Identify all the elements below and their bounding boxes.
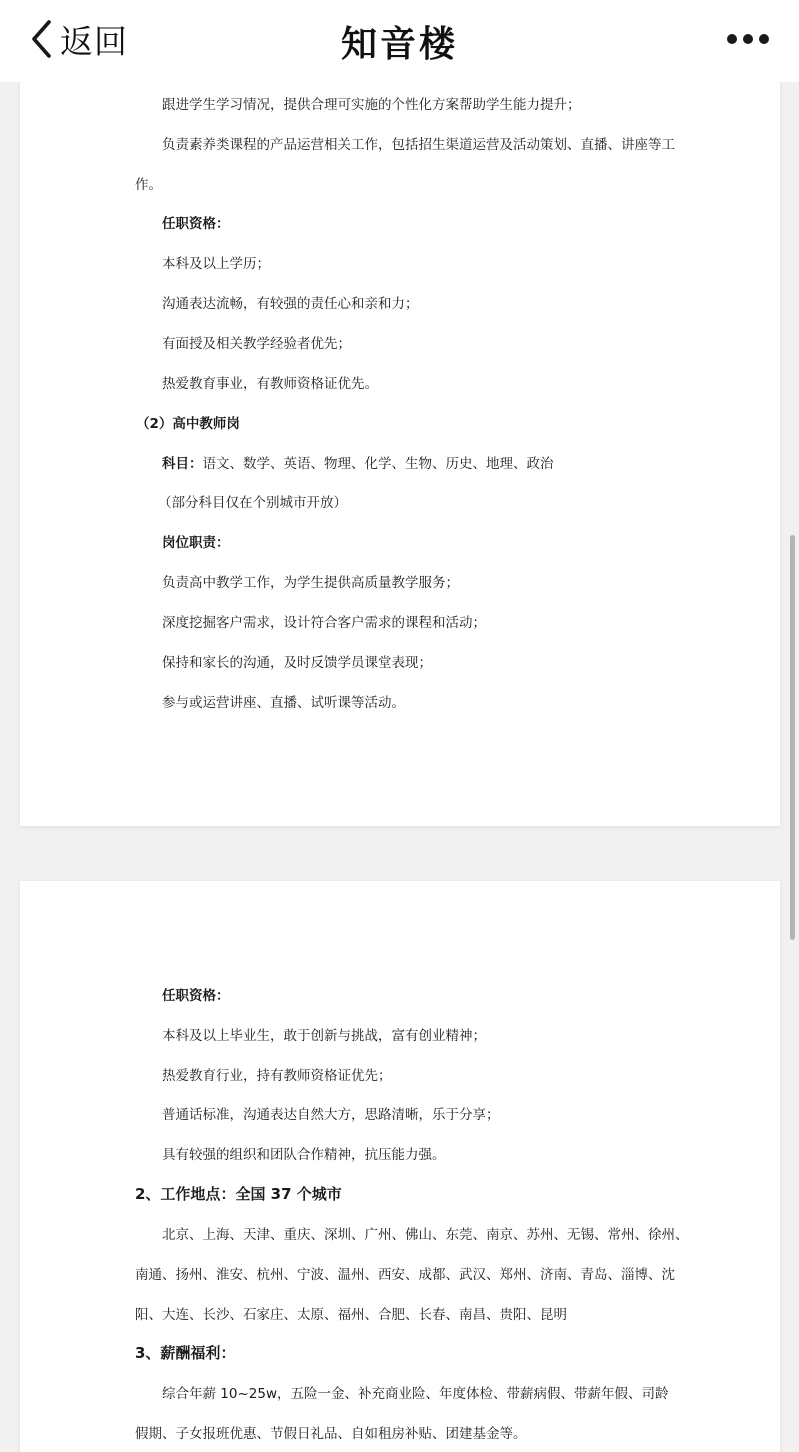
- more-dot-icon: [743, 34, 753, 44]
- paragraph-line: 具有较强的组织和团队合作精神，抗压能力强。: [162, 1147, 446, 1163]
- more-dot-icon: [759, 34, 769, 44]
- section-heading: 岗位职责：: [162, 535, 230, 551]
- paragraph-line: （部分科目仅在个别城市开放）: [158, 495, 347, 511]
- paragraph-line: [162, 452, 554, 472]
- document-page: [20, 881, 780, 1452]
- top-navigation-bar: [0, 0, 799, 82]
- paragraph-line: 阳、大连、长沙、石家庄、太原、福州、合肥、长春、南昌、贵阳、昆明: [135, 1307, 567, 1323]
- paragraph-line: 本科及以上学历；: [162, 256, 270, 272]
- paragraph-line: 南通、扬州、淮安、杭州、宁波、温州、西安、成都、武汉、郑州、济南、青岛、淄博、沈: [135, 1267, 675, 1283]
- paragraph-line: 负责素养类课程的产品运营相关工作，包括招生渠道运营及活动策划、直播、讲座等工: [162, 137, 675, 153]
- more-options-button[interactable]: [727, 28, 769, 50]
- section-heading: （2）高中教师岗: [136, 416, 240, 432]
- subject-label: 科目：: [162, 456, 203, 472]
- back-label: 返回: [60, 21, 128, 61]
- paragraph-line: 跟进学生学习情况，提供合理可实施的个性化方案帮助学生能力提升；: [162, 97, 581, 113]
- paragraph-line: 综合年薪 10~25w，五险一金、补充商业险、年度体检、带薪病假、带薪年假、司龄: [162, 1386, 669, 1402]
- paragraph-line: 参与或运营讲座、直播、试听课等活动。: [162, 695, 405, 711]
- paragraph-line: 有面授及相关教学经验者优先；: [162, 336, 351, 352]
- section-heading: 任职资格：: [162, 216, 230, 232]
- paragraph-line: 负责高中教学工作，为学生提供高质量教学服务；: [162, 575, 459, 591]
- paragraph-line: 作。: [135, 177, 162, 193]
- more-dot-icon: [727, 34, 737, 44]
- paragraph-line: 假期、子女报班优惠、节假日礼品、自如租房补贴、团建基金等。: [135, 1426, 527, 1442]
- paragraph-line: 热爱教育行业，持有教师资格证优先；: [162, 1068, 392, 1084]
- section-heading: 任职资格：: [162, 988, 230, 1004]
- paragraph-line: 沟通表达流畅，有较强的责任心和亲和力；: [162, 296, 419, 312]
- paragraph-line: 北京、上海、天津、重庆、深圳、广州、佛山、东莞、南京、苏州、无锡、常州、徐州、: [162, 1227, 689, 1243]
- paragraph-line: 本科及以上毕业生，敢于创新与挑战，富有创业精神；: [162, 1028, 486, 1044]
- paragraph-line: 深度挖掘客户需求，设计符合客户需求的课程和活动；: [162, 615, 486, 631]
- paragraph-line: 保持和家长的沟通，及时反馈学员课堂表现；: [162, 655, 432, 671]
- document-page: [20, 60, 780, 826]
- page-title: 知音楼: [340, 24, 458, 65]
- paragraph-line: 普通话标准，沟通表达自然大方，思路清晰，乐于分享；: [162, 1107, 500, 1123]
- section-heading: 2、工作地点：全国 37 个城市: [135, 1185, 342, 1203]
- section-heading: 3、薪酬福利：: [135, 1344, 236, 1362]
- vertical-scrollbar[interactable]: [790, 535, 795, 940]
- paragraph-line: 热爱教育事业，有教师资格证优先。: [162, 376, 378, 392]
- subject-list: 语文、数学、英语、物理、化学、生物、历史、地理、政治: [202, 456, 554, 472]
